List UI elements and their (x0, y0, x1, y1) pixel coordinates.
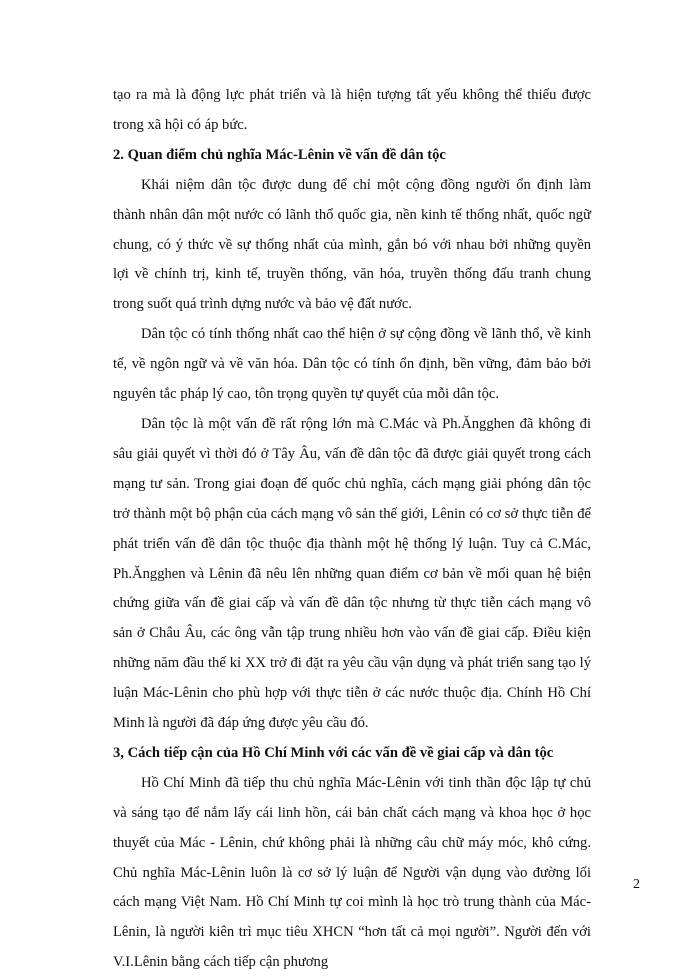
page-number: 2 (633, 877, 640, 892)
paragraph-van-de-rong: Dân tộc là một vấn đề rất rộng lớn mà C.Mác và Ph.Ăngghen đã không đi sâu giải quyết vì thời đó ở Tây Âu, vấn đề dân tộc đã được giải quyết trong cách mạng tư sản. Trong giai đoạn đế quốc chủ nghĩa, cách mạng giải phóng dân tộc trở thành một bộ phận của cách mạng vô sản thế giới, Lênin có cơ sở thực tiễn để phát triển vấn đề dân tộc thuộc địa thành một hệ thống lý luận. Tuy cả C.Mác, Ph.Ăngghen và Lênin đã nêu lên những quan điểm cơ bản về mối quan hệ biện chứng giữa vấn đề giai cấp và vấn đề dân tộc nhưng từ thực tiễn cách mạng vô sản ở Châu Âu, các ông vẫn tập trung nhiều hơn vào vấn đề giai cấp. Điều kiện những năm đầu thế kỉ XX trở đi đặt ra yêu cầu vận dụng và phát triển sang tạo lý luận Mác-Lênin cho phù hợp với thực tiễn ở các nước thuộc địa. Chính Hồ Chí Minh là người đã đáp ứng được yêu cầu đó. (113, 415, 591, 732)
paragraph-continued: tạo ra mà là động lực phát triển và là hiện tượng tất yếu không thể thiếu được trong xã hội có áp bức. (113, 87, 591, 133)
section-3-heading: 3, Cách tiếp cận của Hồ Chí Minh với các vấn đề về giai cấp và dân tộc (113, 744, 554, 761)
paragraph-ho-chi-minh: Hồ Chí Minh đã tiếp thu chủ nghĩa Mác-Lênin với tinh thần độc lập tự chủ và sáng tạo để nắm lấy cái linh hồn, cái bản chất cách mạng và khoa học ở học thuyết của Mác - Lênin, chứ không phải là những câu chữ máy móc, khô cứng. Chủ nghĩa Mác-Lênin luôn là cơ sở lý luận để Người vận dụng vào đường lối cách mạng Việt Nam. Hồ Chí Minh tự coi mình là học trò trung thành của Mác-Lênin, là người kiên trì mục tiêu XHCN “hơn tất cả mọi người”. Người đến với V.I.Lênin bằng cách tiếp cận phương (113, 774, 591, 971)
section-2-heading: 2. Quan điểm chủ nghĩa Mác-Lênin về vấn đề dân tộc (113, 146, 446, 163)
page-content (113, 81, 591, 978)
paragraph-khai-niem: Khái niệm dân tộc được dung để chỉ một cộng đồng người ổn định làm thành nhân dân một nước có lãnh thổ quốc gia, nền kinh tế thống nhất, quốc ngữ chung, có ý thức về sự thống nhất của mình, gắn bó với nhau bởi những quyền lợi về chính trị, kinh tế, truyền thống, văn hóa, truyền thống đấu tranh chung trong suốt quá trình dựng nước và bảo vệ đất nước. (113, 176, 591, 313)
paragraph-thong-nhat: Dân tộc có tính thống nhất cao thể hiện ở sự cộng đồng về lãnh thổ, về kinh tế, về ngôn ngữ và về văn hóa. Dân tộc có tính ổn định, bền vững, đảm bảo bởi nguyên tắc pháp lý cao, tôn trọng quyền tự quyết của mỗi dân tộc. (113, 326, 591, 403)
